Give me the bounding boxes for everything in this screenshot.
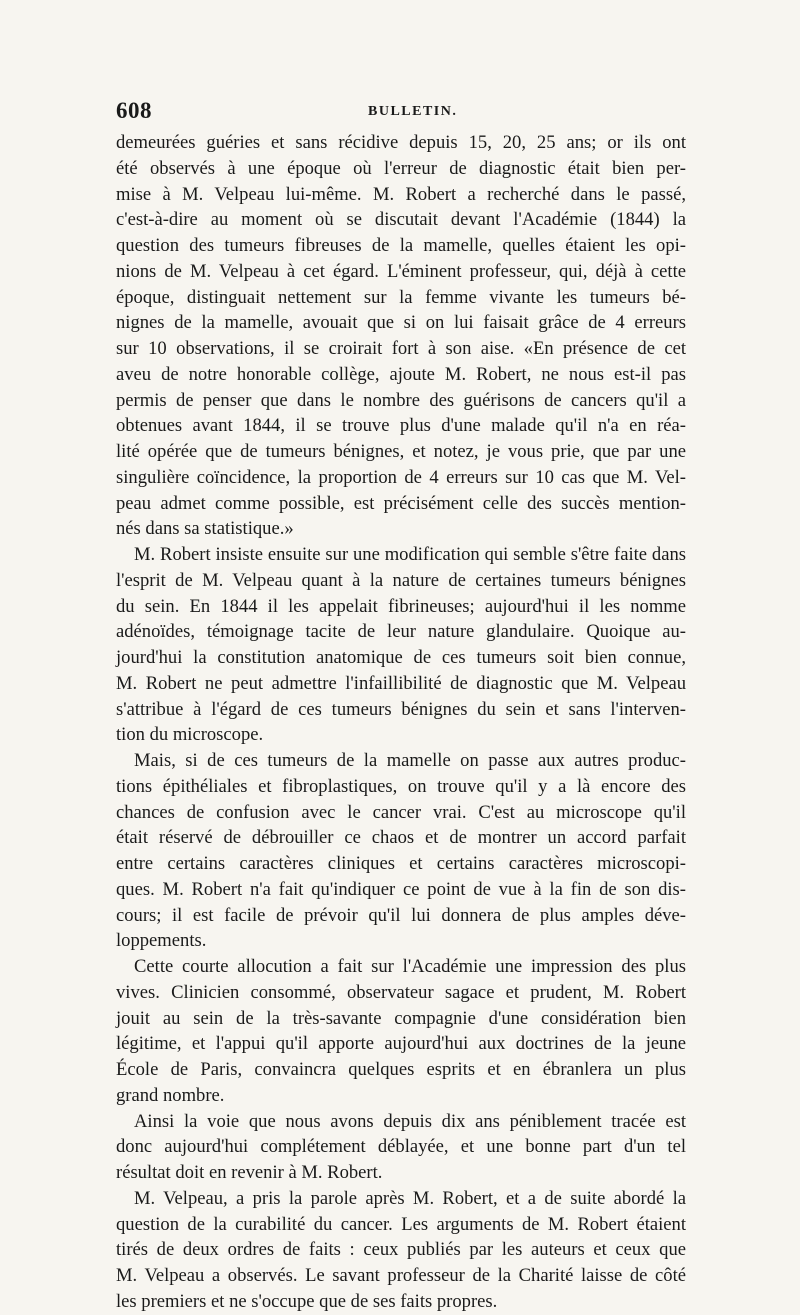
text-line: obtenues avant 1844, il se trouve plus d'une malade qu'il n'a en réa- [116,415,686,437]
text-line: demeurées guéries et sans récidive depuis 15, 20, 25 ans; or ils ont [116,132,686,153]
text-line: nions de M. Velpeau à cet égard. L'éminent professeur, qui, déjà à cette [116,260,686,282]
text-line: l'esprit de M. Velpeau quant à la nature de certaines tumeurs bénignes [116,569,686,591]
text-line: M. Velpeau a observés. Le savant professeur de la Charité laisse de côté [116,1265,686,1286]
text-line: loppements. [116,930,207,952]
text-line: question des tumeurs fibreuses de la mamelle, quelles étaient les opi- [116,235,686,256]
text-line: tion du microscope. [116,724,264,746]
text-line: cours; il est facile de prévoir qu'il lui donnera de plus amples déve- [116,904,686,926]
text-line: sur 10 observations, il se croirait fort à son aise. «En présence de cet [116,338,686,359]
text-line: légitime, et l'appui qu'il apporte aujourd'hui aux doctrines de la jeune [116,1033,686,1055]
text-line: M. Robert ne peut admettre l'infaillibilité de diagnostic que M. Velpeau [116,672,686,694]
text-line: entre certains caractères cliniques et certains caractères microscopi- [116,853,686,874]
text-line: ques. M. Robert n'a fait qu'indiquer ce point de vue à la fin de son dis- [116,878,686,900]
text-line: donc aujourd'hui complétement déblayée, et une bonne part d'un tel [116,1136,686,1158]
text-line: mise à M. Velpeau lui-même. M. Robert a recherché dans le passé, [116,183,686,205]
text-line: question de la curabilité du cancer. Les arguments de M. Robert étaient [116,1213,686,1235]
text-line: s'attribue à l'égard de ces tumeurs bénignes du sein et sans l'interven- [116,698,686,720]
text-line: nignes de la mamelle, avouait que si on lui faisait grâce de 4 erreurs [116,312,686,334]
text-line: était réservé de débrouiller ce chaos et de montrer un accord parfait [116,827,686,849]
text-line: vives. Clinicien consommé, observateur sagace et prudent, M. Robert [116,981,686,1003]
text-line: Cette courte allocution a fait sur l'Académie une impression des plus [134,956,686,977]
body-text [116,130,686,1315]
text-line: les premiers et ne s'occupe que de ses faits propres. [116,1290,498,1312]
text-line: du sein. En 1844 il les appelait fibrineuses; aujourd'hui il les nomme [116,595,686,617]
text-line: tions épithéliales et fibroplastiques, on trouve qu'il y a là encore des [116,775,686,797]
text-line: M. Robert insiste ensuite sur une modification qui semble s'être faite dans [134,544,686,565]
text-line: résultat doit en revenir à M. Robert. [116,1162,383,1183]
text-line: lité opérée que de tumeurs bénignes, et notez, je vous prie, que par une [116,441,686,462]
text-line: grand nombre. [116,1084,225,1106]
text-line: singulière coïncidence, la proportion de 4 erreurs sur 10 cas que M. Vel- [116,466,686,488]
text-line: jourd'hui la constitution anatomique de ces tumeurs soit bien connue, [116,647,686,668]
text-line: nés dans sa statistique.» [116,518,294,540]
text-line: Ainsi la voie que nous avons depuis dix ans péniblement tracée est [134,1110,686,1132]
text-line: tirés de deux ordres de faits : ceux publiés par les auteurs et ceux que [116,1239,686,1261]
page-number: 608 [116,98,152,123]
text-line: permis de penser que dans le nombre des guérisons de cancers qu'il a [116,389,686,411]
text-line: École de Paris, convaincra quelques esprits et en ébranlera un plus [116,1059,686,1080]
text-line: aveu de notre honorable collège, ajoute M. Robert, ne nous est-il pas [116,363,686,385]
text-line: peau admet comme possible, est précisément celle des succès mention- [116,492,686,514]
text-line: M. Velpeau, a pris la parole après M. Robert, et a de suite abordé la [134,1187,686,1209]
text-line: jouit au sein de la très-savante compagnie d'une considération bien [116,1007,686,1029]
text-line: c'est-à-dire au moment où se discutait devant l'Académie (1844) la [116,209,686,231]
text-line: chances de confusion avec le cancer vrai. C'est au microscope qu'il [116,801,686,823]
text-line: époque, distinguait nettement sur la femme vivante les tumeurs bé- [116,286,686,308]
page-header [116,98,696,128]
text-line: adénoïdes, témoignage tacite de leur nature glandulaire. Quoique au- [116,621,686,643]
running-title: BULLETIN. [368,104,458,119]
text-line: été observés à une époque où l'erreur de diagnostic était bien per- [116,157,686,179]
text-line: Mais, si de ces tumeurs de la mamelle on passe aux autres produc- [134,750,686,771]
